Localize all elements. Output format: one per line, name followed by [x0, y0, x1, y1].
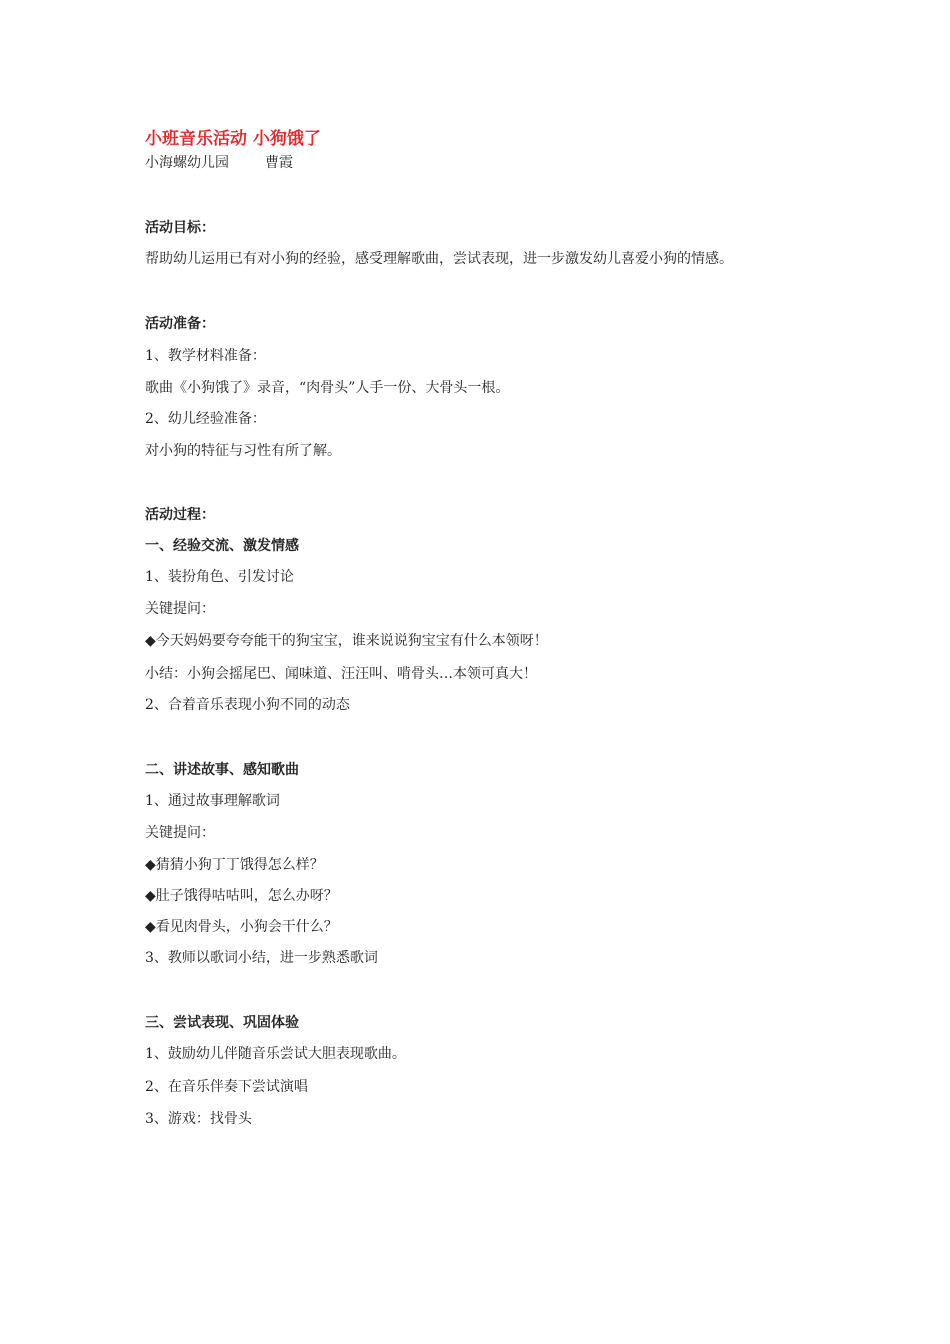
process-line: 1、鼓励幼儿伴随音乐尝试大胆表现歌曲。: [145, 1046, 406, 1062]
process-line: ◆看见肉骨头，小狗会干什么？: [145, 919, 338, 935]
process-line: 2、合着音乐表现小狗不同的动态: [145, 697, 350, 713]
process-line: 关键提问：: [145, 601, 215, 617]
process-line: 关键提问：: [145, 825, 215, 841]
process-line: ◆猜猜小狗丁丁饿得怎么样？: [145, 857, 324, 873]
title-song: 小狗饿了: [252, 129, 321, 149]
author-line: [145, 152, 293, 172]
process-line: 1、通过故事理解歌词: [145, 793, 280, 809]
prep-line: 1、教学材料准备：: [145, 348, 266, 364]
process-line: ◆肚子饿得咕咕叫，怎么办呀？: [145, 888, 338, 904]
prep-line: 2、幼儿经验准备：: [145, 411, 266, 427]
section-heading: 三、尝试表现、巩固体验: [145, 1015, 299, 1031]
prep-line: 对小狗的特征与习性有所了解。: [145, 443, 341, 459]
section-heading: 一、经验交流、激发情感: [145, 538, 299, 554]
process-line: 3、游戏：找骨头: [145, 1111, 252, 1127]
process-line: ◆今天妈妈要夸夸能干的狗宝宝，谁来说说狗宝宝有什么本领呀！: [145, 633, 548, 649]
school-name: 小海螺幼儿园: [145, 155, 229, 171]
process-heading: 活动过程：: [145, 507, 215, 523]
document-title: [145, 124, 321, 149]
process-line: 小结：小狗会摇尾巴、闻味道、汪汪叫、啃骨头…本领可真大！: [145, 666, 537, 682]
section-heading: 二、讲述故事、感知歌曲: [145, 762, 299, 778]
goal-heading: 活动目标：: [145, 220, 215, 236]
prep-line: 歌曲《小狗饿了》录音，“肉骨头”人手一份、大骨头一根。: [145, 380, 510, 396]
process-line: 3、教师以歌词小结，进一步熟悉歌词: [145, 950, 378, 966]
process-line: 1、装扮角色、引发讨论: [145, 569, 294, 585]
goal-text: 帮助幼儿运用已有对小狗的经验，感受理解歌曲，尝试表现，进一步激发幼儿喜爱小狗的情感。: [145, 251, 733, 267]
prep-heading: 活动准备：: [145, 316, 215, 332]
process-line: 2、在音乐伴奏下尝试演唱: [145, 1079, 308, 1095]
teacher-name: 曹霞: [265, 155, 293, 171]
title-activity: 小班音乐活动: [145, 129, 247, 149]
